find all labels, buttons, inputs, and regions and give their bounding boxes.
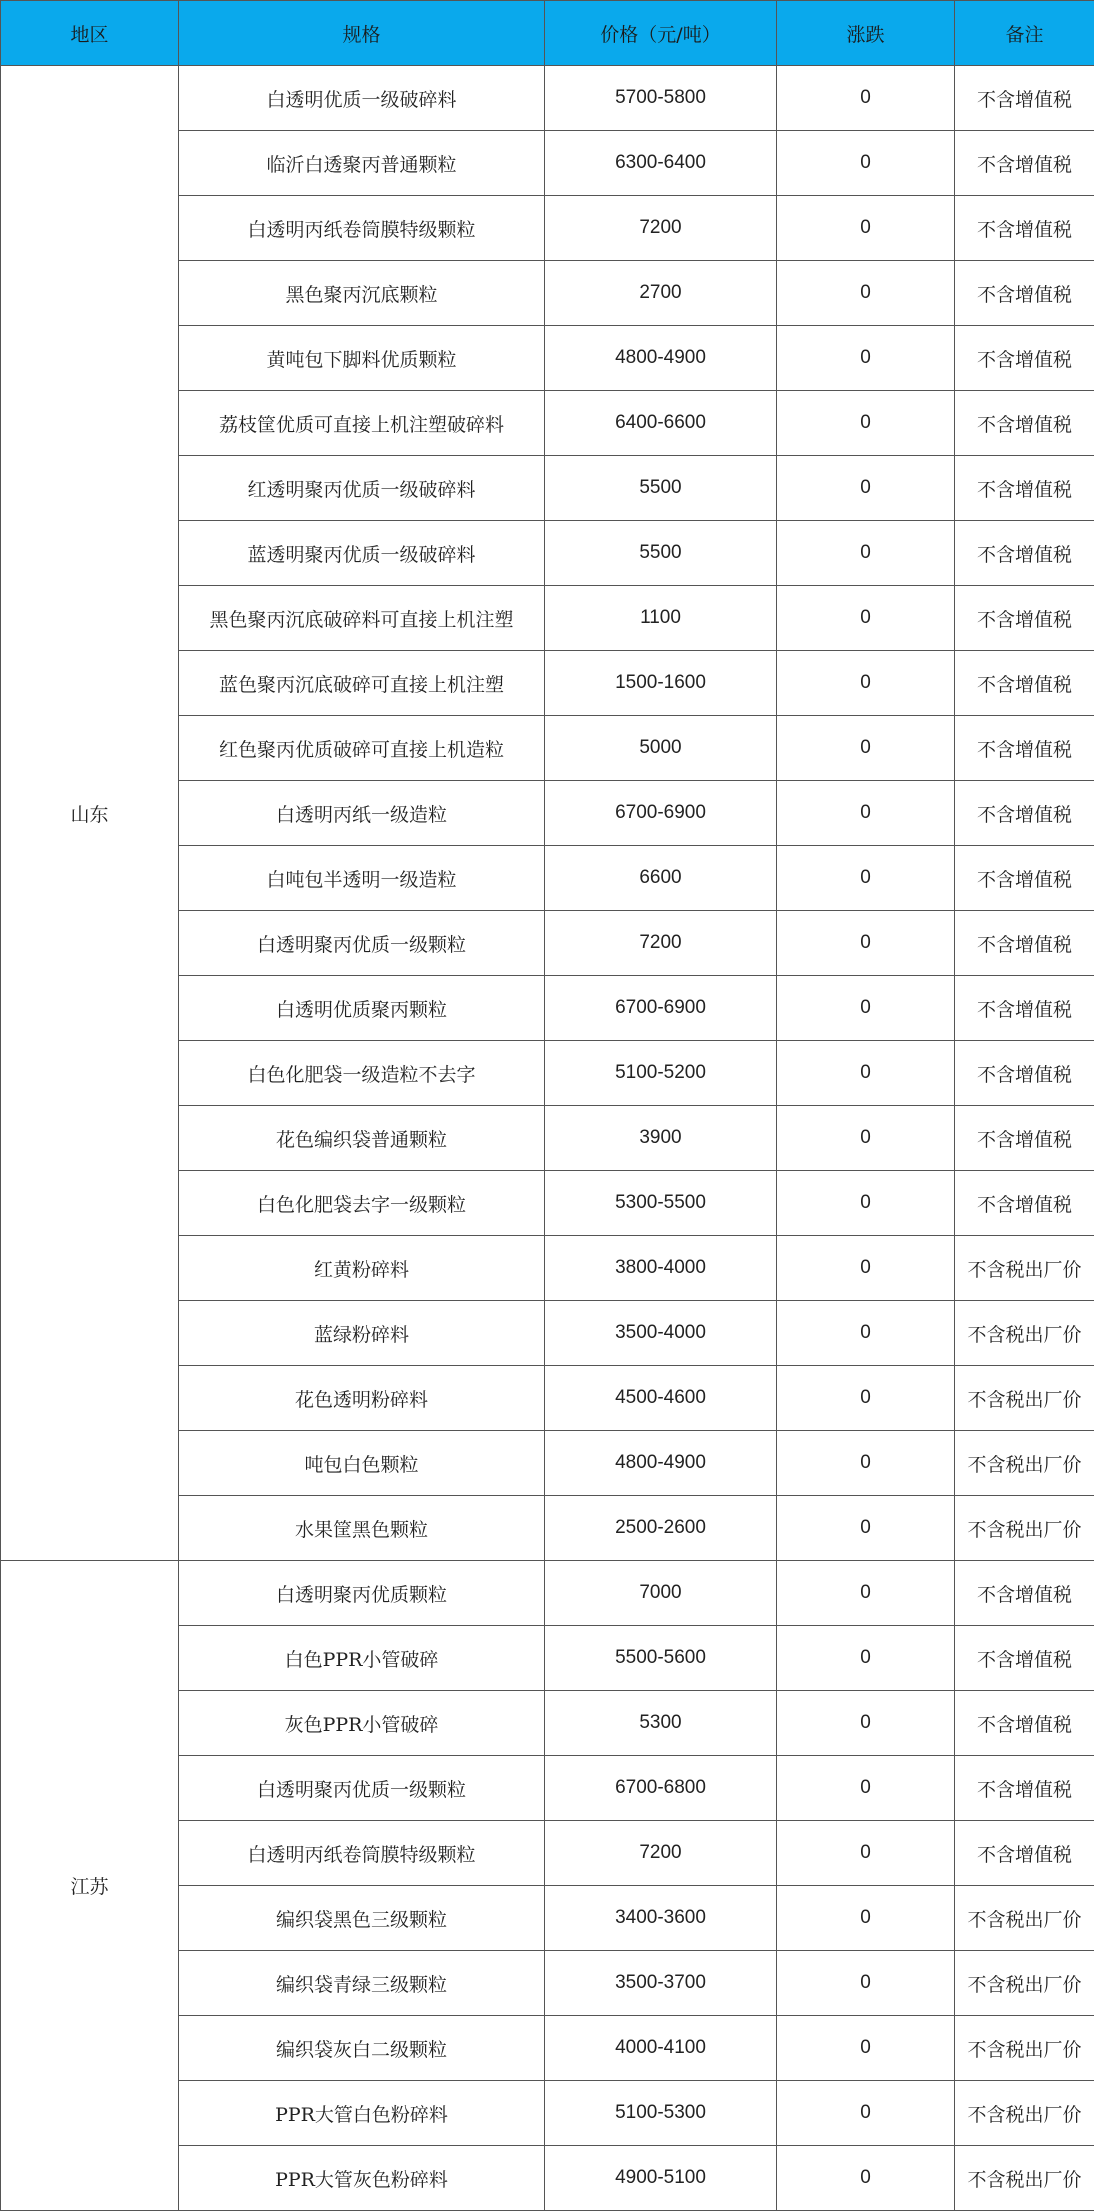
price-cell: 5100-5200	[545, 1041, 777, 1106]
table-body	[1, 66, 1094, 2211]
change-cell: 0	[777, 651, 955, 716]
change-cell: 0	[777, 66, 955, 131]
note-cell: 不含增值税	[955, 521, 1094, 586]
price-cell: 4000-4100	[545, 2016, 777, 2081]
change-cell: 0	[777, 1756, 955, 1821]
change-cell: 0	[777, 1301, 955, 1366]
spec-cell: 红透明聚丙优质一级破碎料	[179, 456, 545, 521]
change-cell: 0	[777, 391, 955, 456]
price-cell: 1100	[545, 586, 777, 651]
change-cell: 0	[777, 586, 955, 651]
price-cell: 6600	[545, 846, 777, 911]
price-cell: 5500-5600	[545, 1626, 777, 1691]
spec-cell: 灰色PPR小管破碎	[179, 1691, 545, 1756]
note-cell: 不含增值税	[955, 846, 1094, 911]
change-cell: 0	[777, 456, 955, 521]
spec-cell: 荔枝筐优质可直接上机注塑破碎料	[179, 391, 545, 456]
spec-cell: 白色化肥袋一级造粒不去字	[179, 1041, 545, 1106]
change-cell: 0	[777, 196, 955, 261]
change-cell: 0	[777, 1691, 955, 1756]
change-cell: 0	[777, 1366, 955, 1431]
spec-cell: 白透明优质一级破碎料	[179, 66, 545, 131]
price-cell: 6700-6900	[545, 781, 777, 846]
change-cell: 0	[777, 976, 955, 1041]
price-cell: 2500-2600	[545, 1496, 777, 1561]
header-change: 涨跌	[777, 1, 955, 66]
note-cell: 不含增值税	[955, 1106, 1094, 1171]
price-cell: 2700	[545, 261, 777, 326]
change-cell: 0	[777, 1626, 955, 1691]
price-cell: 7200	[545, 911, 777, 976]
spec-cell: 白透明聚丙优质一级颗粒	[179, 911, 545, 976]
region-cell: 山东	[1, 66, 179, 1561]
spec-cell: 编织袋青绿三级颗粒	[179, 1951, 545, 2016]
note-cell: 不含税出厂价	[955, 1496, 1094, 1561]
note-cell: 不含增值税	[955, 1691, 1094, 1756]
price-cell: 4500-4600	[545, 1366, 777, 1431]
header-region: 地区	[1, 1, 179, 66]
note-cell: 不含税出厂价	[955, 2016, 1094, 2081]
note-cell: 不含增值税	[955, 391, 1094, 456]
note-cell: 不含增值税	[955, 66, 1094, 131]
note-cell: 不含增值税	[955, 1626, 1094, 1691]
spec-cell: 白透明丙纸卷筒膜特级颗粒	[179, 1821, 545, 1886]
spec-cell: 花色编织袋普通颗粒	[179, 1106, 545, 1171]
spec-cell: 临沂白透聚丙普通颗粒	[179, 131, 545, 196]
price-cell: 5100-5300	[545, 2081, 777, 2146]
change-cell: 0	[777, 1821, 955, 1886]
spec-cell: 蓝绿粉碎料	[179, 1301, 545, 1366]
price-cell: 4800-4900	[545, 1431, 777, 1496]
change-cell: 0	[777, 2081, 955, 2146]
spec-cell: PPR大管灰色粉碎料	[179, 2146, 545, 2211]
change-cell: 0	[777, 846, 955, 911]
price-cell: 3800-4000	[545, 1236, 777, 1301]
note-cell: 不含增值税	[955, 781, 1094, 846]
change-cell: 0	[777, 781, 955, 846]
note-cell: 不含增值税	[955, 196, 1094, 261]
price-cell: 3400-3600	[545, 1886, 777, 1951]
spec-cell: 白透明丙纸一级造粒	[179, 781, 545, 846]
change-cell: 0	[777, 1496, 955, 1561]
price-cell: 7000	[545, 1561, 777, 1626]
header-price: 价格（元/吨）	[545, 1, 777, 66]
region-cell: 江苏	[1, 1561, 179, 2211]
change-cell: 0	[777, 911, 955, 976]
spec-cell: 黑色聚丙沉底颗粒	[179, 261, 545, 326]
price-cell: 3500-3700	[545, 1951, 777, 2016]
change-cell: 0	[777, 131, 955, 196]
price-cell: 4900-5100	[545, 2146, 777, 2211]
note-cell: 不含增值税	[955, 1561, 1094, 1626]
change-cell: 0	[777, 1886, 955, 1951]
note-cell: 不含增值税	[955, 716, 1094, 781]
note-cell: 不含税出厂价	[955, 2081, 1094, 2146]
price-cell: 6700-6800	[545, 1756, 777, 1821]
header-spec: 规格	[179, 1, 545, 66]
change-cell: 0	[777, 1951, 955, 2016]
header-note: 备注	[955, 1, 1094, 66]
change-cell: 0	[777, 1236, 955, 1301]
note-cell: 不含增值税	[955, 326, 1094, 391]
table-header-row	[1, 1, 1094, 66]
spec-cell: 花色透明粉碎料	[179, 1366, 545, 1431]
note-cell: 不含税出厂价	[955, 1301, 1094, 1366]
price-cell: 7200	[545, 196, 777, 261]
price-cell: 6400-6600	[545, 391, 777, 456]
note-cell: 不含增值税	[955, 1041, 1094, 1106]
spec-cell: 编织袋灰白二级颗粒	[179, 2016, 545, 2081]
note-cell: 不含税出厂价	[955, 1366, 1094, 1431]
note-cell: 不含增值税	[955, 586, 1094, 651]
price-cell: 5300	[545, 1691, 777, 1756]
note-cell: 不含税出厂价	[955, 2146, 1094, 2211]
note-cell: 不含增值税	[955, 1171, 1094, 1236]
spec-cell: 白透明聚丙优质颗粒	[179, 1561, 545, 1626]
price-cell: 3500-4000	[545, 1301, 777, 1366]
change-cell: 0	[777, 1171, 955, 1236]
change-cell: 0	[777, 1106, 955, 1171]
change-cell: 0	[777, 2016, 955, 2081]
spec-cell: 黄吨包下脚料优质颗粒	[179, 326, 545, 391]
note-cell: 不含增值税	[955, 911, 1094, 976]
spec-cell: 吨包白色颗粒	[179, 1431, 545, 1496]
note-cell: 不含税出厂价	[955, 1886, 1094, 1951]
price-cell: 5500	[545, 521, 777, 586]
spec-cell: 白透明丙纸卷筒膜特级颗粒	[179, 196, 545, 261]
note-cell: 不含税出厂价	[955, 1951, 1094, 2016]
change-cell: 0	[777, 1041, 955, 1106]
note-cell: 不含增值税	[955, 261, 1094, 326]
price-cell: 6700-6900	[545, 976, 777, 1041]
spec-cell: 蓝色聚丙沉底破碎可直接上机注塑	[179, 651, 545, 716]
table-row	[1, 1561, 1094, 1626]
note-cell: 不含增值税	[955, 456, 1094, 521]
spec-cell: 白透明优质聚丙颗粒	[179, 976, 545, 1041]
change-cell: 0	[777, 1431, 955, 1496]
spec-cell: 白吨包半透明一级造粒	[179, 846, 545, 911]
note-cell: 不含增值税	[955, 976, 1094, 1041]
price-cell: 3900	[545, 1106, 777, 1171]
change-cell: 0	[777, 261, 955, 326]
change-cell: 0	[777, 2146, 955, 2211]
price-cell: 4800-4900	[545, 326, 777, 391]
change-cell: 0	[777, 326, 955, 391]
note-cell: 不含税出厂价	[955, 1236, 1094, 1301]
change-cell: 0	[777, 716, 955, 781]
price-cell: 6300-6400	[545, 131, 777, 196]
table-row	[1, 66, 1094, 131]
price-cell: 5300-5500	[545, 1171, 777, 1236]
note-cell: 不含增值税	[955, 1821, 1094, 1886]
spec-cell: 蓝透明聚丙优质一级破碎料	[179, 521, 545, 586]
price-cell: 7200	[545, 1821, 777, 1886]
spec-cell: PPR大管白色粉碎料	[179, 2081, 545, 2146]
note-cell: 不含增值税	[955, 131, 1094, 196]
spec-cell: 水果筐黑色颗粒	[179, 1496, 545, 1561]
spec-cell: 白色化肥袋去字一级颗粒	[179, 1171, 545, 1236]
spec-cell: 编织袋黑色三级颗粒	[179, 1886, 545, 1951]
price-cell: 5500	[545, 456, 777, 521]
note-cell: 不含税出厂价	[955, 1431, 1094, 1496]
change-cell: 0	[777, 521, 955, 586]
spec-cell: 红黄粉碎料	[179, 1236, 545, 1301]
note-cell: 不含增值税	[955, 1756, 1094, 1821]
spec-cell: 红色聚丙优质破碎可直接上机造粒	[179, 716, 545, 781]
spec-cell: 白色PPR小管破碎	[179, 1626, 545, 1691]
change-cell: 0	[777, 1561, 955, 1626]
price-cell: 5700-5800	[545, 66, 777, 131]
note-cell: 不含增值税	[955, 651, 1094, 716]
spec-cell: 白透明聚丙优质一级颗粒	[179, 1756, 545, 1821]
price-cell: 1500-1600	[545, 651, 777, 716]
spec-cell: 黑色聚丙沉底破碎料可直接上机注塑	[179, 586, 545, 651]
price-cell: 5000	[545, 716, 777, 781]
